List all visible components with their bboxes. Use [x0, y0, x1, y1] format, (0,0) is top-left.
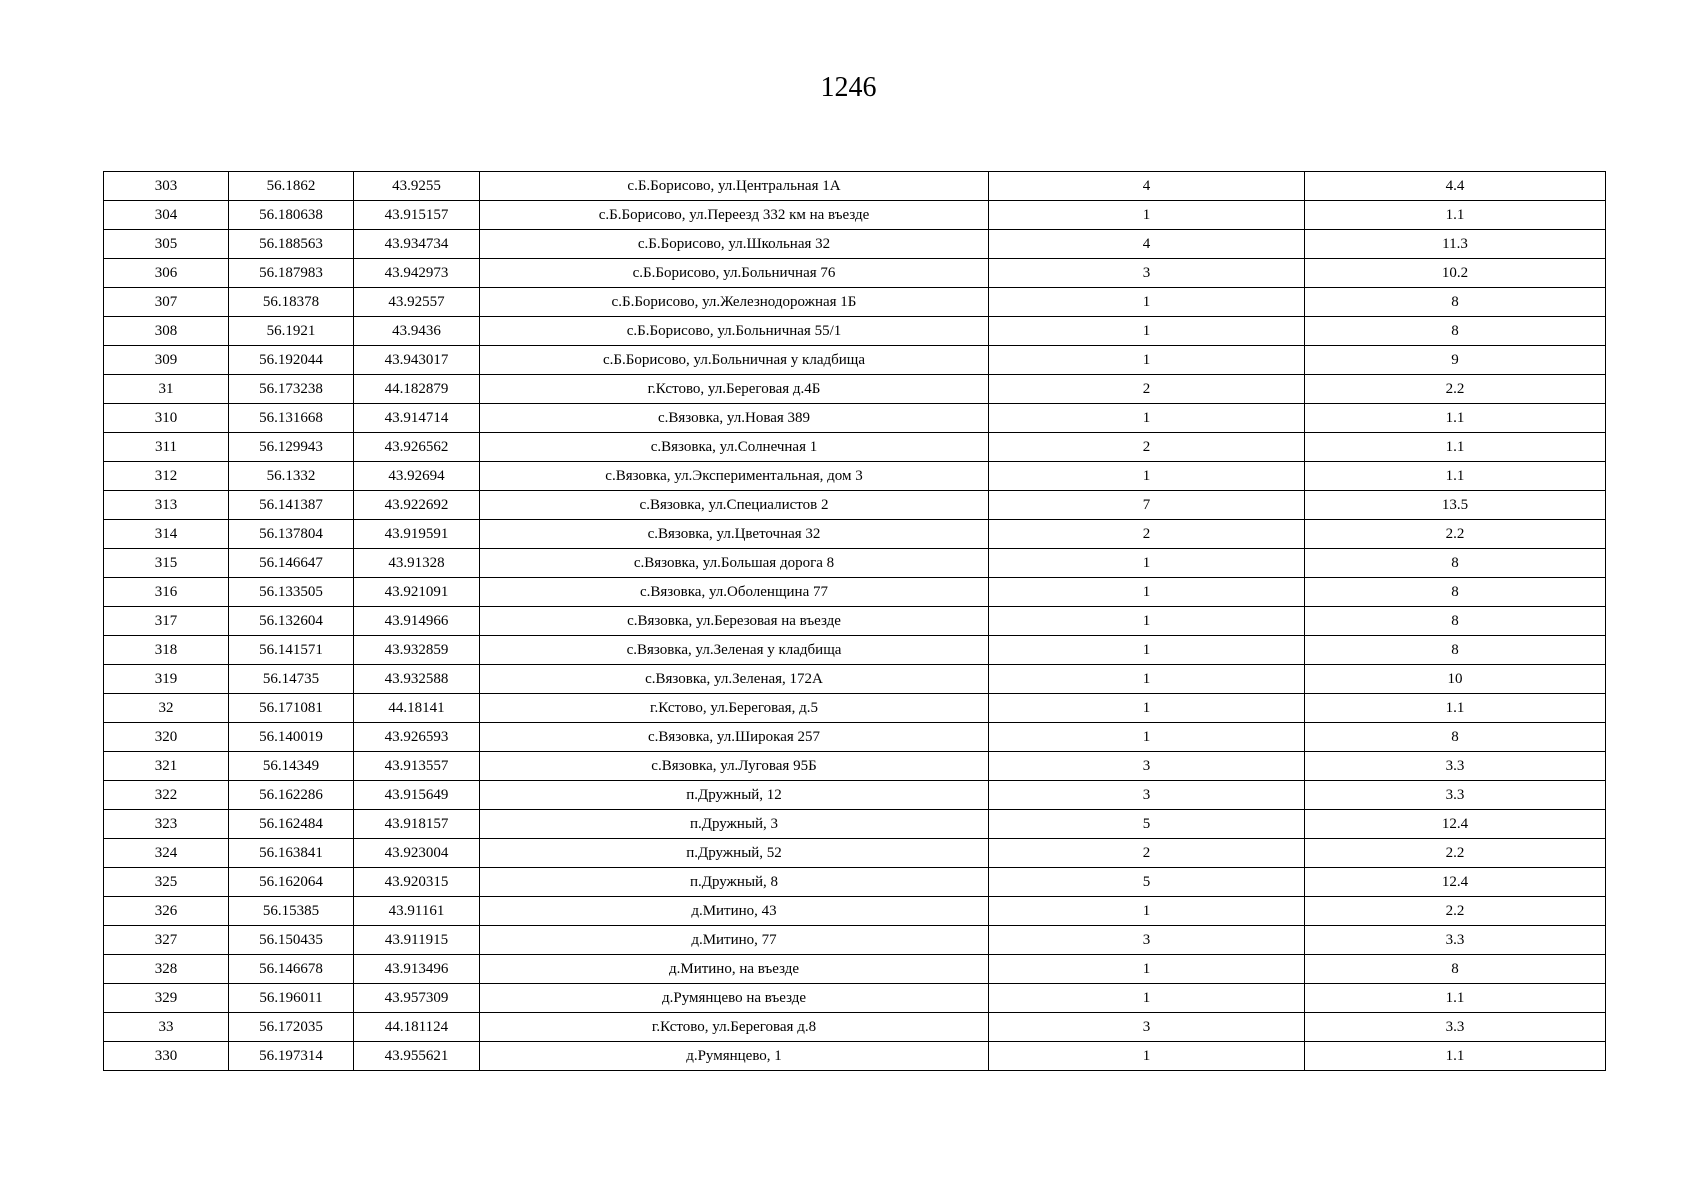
count-cell: 1 — [989, 607, 1305, 636]
count-cell: 1 — [989, 578, 1305, 607]
longitude-cell: 43.955621 — [354, 1042, 480, 1071]
count-cell: 1 — [989, 1042, 1305, 1071]
table-row — [104, 897, 1606, 926]
volume-cell: 2.2 — [1305, 375, 1606, 404]
longitude-cell: 43.914714 — [354, 404, 480, 433]
longitude-cell: 43.926593 — [354, 723, 480, 752]
row-number-cell: 31 — [104, 375, 229, 404]
volume-cell: 3.3 — [1305, 781, 1606, 810]
latitude-cell: 56.162484 — [229, 810, 354, 839]
latitude-cell: 56.180638 — [229, 201, 354, 230]
longitude-cell: 43.934734 — [354, 230, 480, 259]
address-cell: с.Вязовка, ул.Экспериментальная, дом 3 — [480, 462, 989, 491]
latitude-cell: 56.150435 — [229, 926, 354, 955]
table-row — [104, 201, 1606, 230]
longitude-cell: 44.18141 — [354, 694, 480, 723]
longitude-cell: 44.182879 — [354, 375, 480, 404]
longitude-cell: 43.914966 — [354, 607, 480, 636]
address-cell: с.Б.Борисово, ул.Больничная 76 — [480, 259, 989, 288]
table-row — [104, 1042, 1606, 1071]
address-cell: с.Б.Борисово, ул.Железнодорожная 1Б — [480, 288, 989, 317]
volume-cell: 3.3 — [1305, 1013, 1606, 1042]
table-row — [104, 433, 1606, 462]
row-number-cell: 312 — [104, 462, 229, 491]
address-cell: п.Дружный, 52 — [480, 839, 989, 868]
table-row — [104, 1013, 1606, 1042]
count-cell: 1 — [989, 346, 1305, 375]
longitude-cell: 43.915157 — [354, 201, 480, 230]
longitude-cell: 43.9255 — [354, 172, 480, 201]
address-cell: с.Вязовка, ул.Луговая 95Б — [480, 752, 989, 781]
count-cell: 7 — [989, 491, 1305, 520]
address-cell: с.Б.Борисово, ул.Школьная 32 — [480, 230, 989, 259]
address-cell: с.Вязовка, ул.Специалистов 2 — [480, 491, 989, 520]
table-row — [104, 230, 1606, 259]
count-cell: 3 — [989, 259, 1305, 288]
row-number-cell: 319 — [104, 665, 229, 694]
row-number-cell: 326 — [104, 897, 229, 926]
table-row — [104, 259, 1606, 288]
volume-cell: 3.3 — [1305, 752, 1606, 781]
table-row — [104, 462, 1606, 491]
row-number-cell: 308 — [104, 317, 229, 346]
row-number-cell: 33 — [104, 1013, 229, 1042]
address-cell: п.Дружный, 3 — [480, 810, 989, 839]
row-number-cell: 322 — [104, 781, 229, 810]
address-cell: с.Б.Борисово, ул.Переезд 332 км на въезде — [480, 201, 989, 230]
longitude-cell: 43.915649 — [354, 781, 480, 810]
latitude-cell: 56.133505 — [229, 578, 354, 607]
table-row — [104, 636, 1606, 665]
volume-cell: 4.4 — [1305, 172, 1606, 201]
longitude-cell: 43.943017 — [354, 346, 480, 375]
latitude-cell: 56.14349 — [229, 752, 354, 781]
address-cell: г.Кстово, ул.Береговая, д.5 — [480, 694, 989, 723]
table-row — [104, 665, 1606, 694]
count-cell: 2 — [989, 520, 1305, 549]
latitude-cell: 56.132604 — [229, 607, 354, 636]
latitude-cell: 56.192044 — [229, 346, 354, 375]
address-cell: с.Б.Борисово, ул.Центральная 1А — [480, 172, 989, 201]
volume-cell: 13.5 — [1305, 491, 1606, 520]
latitude-cell: 56.146647 — [229, 549, 354, 578]
volume-cell: 12.4 — [1305, 868, 1606, 897]
volume-cell: 1.1 — [1305, 984, 1606, 1013]
row-number-cell: 310 — [104, 404, 229, 433]
latitude-cell: 56.14735 — [229, 665, 354, 694]
address-cell: д.Румянцево, 1 — [480, 1042, 989, 1071]
latitude-cell: 56.129943 — [229, 433, 354, 462]
address-cell: с.Вязовка, ул.Широкая 257 — [480, 723, 989, 752]
volume-cell: 8 — [1305, 723, 1606, 752]
latitude-cell: 56.1921 — [229, 317, 354, 346]
longitude-cell: 43.918157 — [354, 810, 480, 839]
count-cell: 3 — [989, 926, 1305, 955]
address-cell: с.Вязовка, ул.Большая дорога 8 — [480, 549, 989, 578]
row-number-cell: 327 — [104, 926, 229, 955]
volume-cell: 8 — [1305, 549, 1606, 578]
table-row — [104, 926, 1606, 955]
count-cell: 2 — [989, 839, 1305, 868]
table-row — [104, 607, 1606, 636]
count-cell: 1 — [989, 897, 1305, 926]
latitude-cell: 56.173238 — [229, 375, 354, 404]
row-number-cell: 324 — [104, 839, 229, 868]
address-cell: д.Митино, 77 — [480, 926, 989, 955]
address-cell: с.Вязовка, ул.Новая 389 — [480, 404, 989, 433]
longitude-cell: 43.921091 — [354, 578, 480, 607]
count-cell: 3 — [989, 752, 1305, 781]
longitude-cell: 43.91328 — [354, 549, 480, 578]
table-row — [104, 172, 1606, 201]
latitude-cell: 56.146678 — [229, 955, 354, 984]
address-cell: с.Б.Борисово, ул.Больничная 55/1 — [480, 317, 989, 346]
latitude-cell: 56.18378 — [229, 288, 354, 317]
address-cell: с.Б.Борисово, ул.Больничная у кладбища — [480, 346, 989, 375]
volume-cell: 9 — [1305, 346, 1606, 375]
count-cell: 1 — [989, 201, 1305, 230]
table-row — [104, 375, 1606, 404]
volume-cell: 8 — [1305, 578, 1606, 607]
table-row — [104, 839, 1606, 868]
row-number-cell: 329 — [104, 984, 229, 1013]
address-cell: с.Вязовка, ул.Зеленая у кладбища — [480, 636, 989, 665]
row-number-cell: 311 — [104, 433, 229, 462]
registry-table — [103, 171, 1606, 1071]
longitude-cell: 43.920315 — [354, 868, 480, 897]
count-cell: 1 — [989, 317, 1305, 346]
row-number-cell: 320 — [104, 723, 229, 752]
address-cell: с.Вязовка, ул.Березовая на въезде — [480, 607, 989, 636]
volume-cell: 2.2 — [1305, 520, 1606, 549]
longitude-cell: 44.181124 — [354, 1013, 480, 1042]
count-cell: 3 — [989, 1013, 1305, 1042]
row-number-cell: 303 — [104, 172, 229, 201]
volume-cell: 2.2 — [1305, 839, 1606, 868]
row-number-cell: 307 — [104, 288, 229, 317]
latitude-cell: 56.196011 — [229, 984, 354, 1013]
latitude-cell: 56.162064 — [229, 868, 354, 897]
volume-cell: 1.1 — [1305, 433, 1606, 462]
row-number-cell: 309 — [104, 346, 229, 375]
table-row — [104, 288, 1606, 317]
volume-cell: 1.1 — [1305, 694, 1606, 723]
page-number: 1246 — [820, 72, 877, 103]
address-cell: с.Вязовка, ул.Зеленая, 172А — [480, 665, 989, 694]
row-number-cell: 323 — [104, 810, 229, 839]
volume-cell: 8 — [1305, 607, 1606, 636]
address-cell: с.Вязовка, ул.Оболенщина 77 — [480, 578, 989, 607]
table-row — [104, 781, 1606, 810]
volume-cell: 1.1 — [1305, 404, 1606, 433]
count-cell: 1 — [989, 723, 1305, 752]
row-number-cell: 315 — [104, 549, 229, 578]
count-cell: 1 — [989, 984, 1305, 1013]
row-number-cell: 32 — [104, 694, 229, 723]
address-cell: п.Дружный, 8 — [480, 868, 989, 897]
address-cell: с.Вязовка, ул.Солнечная 1 — [480, 433, 989, 462]
address-cell: с.Вязовка, ул.Цветочная 32 — [480, 520, 989, 549]
latitude-cell: 56.1862 — [229, 172, 354, 201]
table-row — [104, 346, 1606, 375]
count-cell: 1 — [989, 665, 1305, 694]
address-cell: г.Кстово, ул.Береговая д.8 — [480, 1013, 989, 1042]
longitude-cell: 43.92694 — [354, 462, 480, 491]
latitude-cell: 56.187983 — [229, 259, 354, 288]
longitude-cell: 43.913496 — [354, 955, 480, 984]
latitude-cell: 56.163841 — [229, 839, 354, 868]
table-row — [104, 578, 1606, 607]
row-number-cell: 325 — [104, 868, 229, 897]
latitude-cell: 56.162286 — [229, 781, 354, 810]
row-number-cell: 328 — [104, 955, 229, 984]
longitude-cell: 43.92557 — [354, 288, 480, 317]
count-cell: 1 — [989, 636, 1305, 665]
table-row — [104, 694, 1606, 723]
address-cell: д.Митино, на въезде — [480, 955, 989, 984]
row-number-cell: 314 — [104, 520, 229, 549]
table-row — [104, 549, 1606, 578]
volume-cell: 3.3 — [1305, 926, 1606, 955]
latitude-cell: 56.140019 — [229, 723, 354, 752]
latitude-cell: 56.141387 — [229, 491, 354, 520]
table-row — [104, 955, 1606, 984]
table-row — [104, 491, 1606, 520]
row-number-cell: 318 — [104, 636, 229, 665]
count-cell: 4 — [989, 172, 1305, 201]
row-number-cell: 304 — [104, 201, 229, 230]
longitude-cell: 43.91161 — [354, 897, 480, 926]
count-cell: 1 — [989, 694, 1305, 723]
count-cell: 1 — [989, 462, 1305, 491]
table-row — [104, 520, 1606, 549]
table-row — [104, 752, 1606, 781]
row-number-cell: 306 — [104, 259, 229, 288]
longitude-cell: 43.957309 — [354, 984, 480, 1013]
count-cell: 2 — [989, 375, 1305, 404]
volume-cell: 10.2 — [1305, 259, 1606, 288]
count-cell: 5 — [989, 810, 1305, 839]
address-cell: д.Митино, 43 — [480, 897, 989, 926]
table-row — [104, 810, 1606, 839]
longitude-cell: 43.9436 — [354, 317, 480, 346]
latitude-cell: 56.141571 — [229, 636, 354, 665]
table-row — [104, 404, 1606, 433]
latitude-cell: 56.15385 — [229, 897, 354, 926]
volume-cell: 11.3 — [1305, 230, 1606, 259]
row-number-cell: 321 — [104, 752, 229, 781]
row-number-cell: 316 — [104, 578, 229, 607]
address-cell: п.Дружный, 12 — [480, 781, 989, 810]
longitude-cell: 43.932859 — [354, 636, 480, 665]
count-cell: 3 — [989, 781, 1305, 810]
count-cell: 1 — [989, 288, 1305, 317]
volume-cell: 12.4 — [1305, 810, 1606, 839]
volume-cell: 8 — [1305, 288, 1606, 317]
latitude-cell: 56.131668 — [229, 404, 354, 433]
volume-cell: 1.1 — [1305, 1042, 1606, 1071]
count-cell: 5 — [989, 868, 1305, 897]
count-cell: 4 — [989, 230, 1305, 259]
count-cell: 1 — [989, 549, 1305, 578]
longitude-cell: 43.942973 — [354, 259, 480, 288]
volume-cell: 8 — [1305, 955, 1606, 984]
latitude-cell: 56.137804 — [229, 520, 354, 549]
address-cell: д.Румянцево на въезде — [480, 984, 989, 1013]
volume-cell: 8 — [1305, 317, 1606, 346]
table-row — [104, 723, 1606, 752]
longitude-cell: 43.926562 — [354, 433, 480, 462]
count-cell: 1 — [989, 404, 1305, 433]
longitude-cell: 43.919591 — [354, 520, 480, 549]
count-cell: 1 — [989, 955, 1305, 984]
longitude-cell: 43.911915 — [354, 926, 480, 955]
table-row — [104, 984, 1606, 1013]
longitude-cell: 43.922692 — [354, 491, 480, 520]
latitude-cell: 56.172035 — [229, 1013, 354, 1042]
volume-cell: 1.1 — [1305, 462, 1606, 491]
latitude-cell: 56.188563 — [229, 230, 354, 259]
longitude-cell: 43.932588 — [354, 665, 480, 694]
row-number-cell: 330 — [104, 1042, 229, 1071]
registry-table-body — [104, 172, 1606, 1071]
row-number-cell: 317 — [104, 607, 229, 636]
volume-cell: 10 — [1305, 665, 1606, 694]
volume-cell: 1.1 — [1305, 201, 1606, 230]
volume-cell: 2.2 — [1305, 897, 1606, 926]
latitude-cell: 56.197314 — [229, 1042, 354, 1071]
volume-cell: 8 — [1305, 636, 1606, 665]
table-row — [104, 317, 1606, 346]
address-cell: г.Кстово, ул.Береговая д.4Б — [480, 375, 989, 404]
latitude-cell: 56.1332 — [229, 462, 354, 491]
count-cell: 2 — [989, 433, 1305, 462]
table-row — [104, 868, 1606, 897]
latitude-cell: 56.171081 — [229, 694, 354, 723]
row-number-cell: 313 — [104, 491, 229, 520]
longitude-cell: 43.923004 — [354, 839, 480, 868]
row-number-cell: 305 — [104, 230, 229, 259]
longitude-cell: 43.913557 — [354, 752, 480, 781]
